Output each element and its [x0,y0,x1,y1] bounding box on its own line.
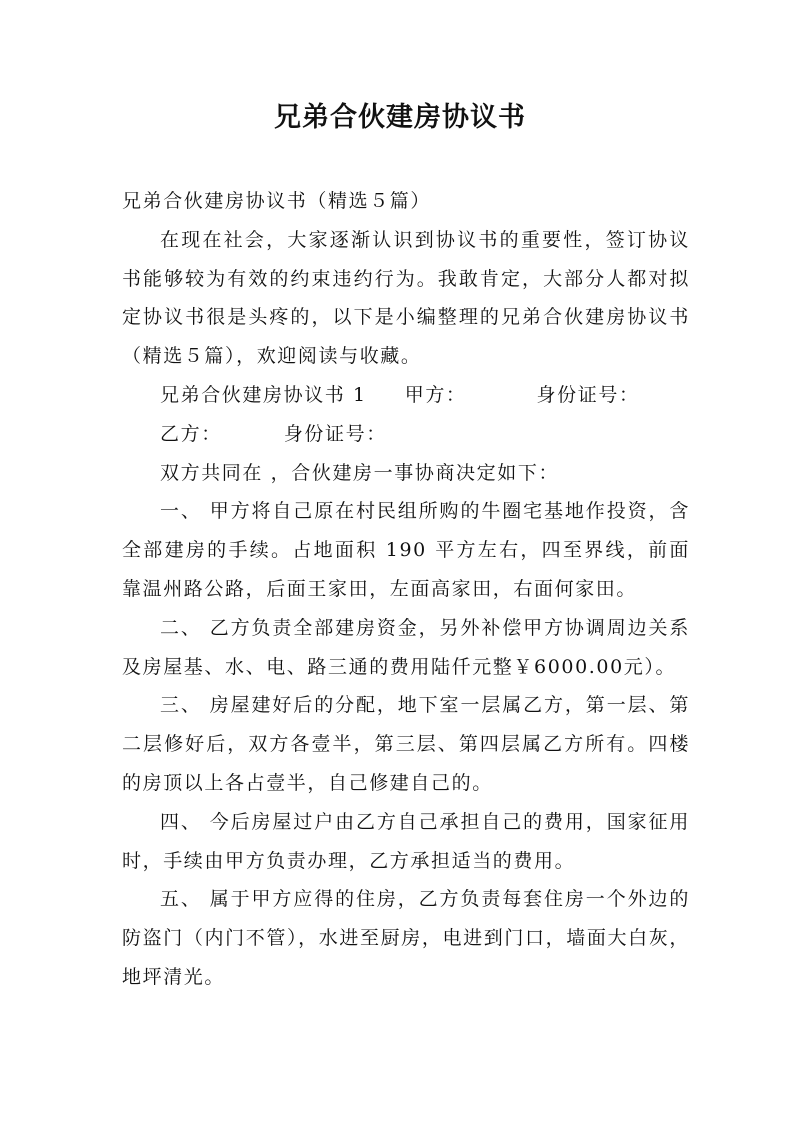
clause-3: 三、 房屋建好后的分配，地下室一层属乙方，第一层、第二层修好后，双方各壹半，第三层、第四层属乙方所有。四楼的房顶以上各占壹半，自己修建自己的。 [122,694,690,794]
agreement-heading: 兄弟合伙建房协议书 1 [160,383,367,406]
document-title: 兄弟合伙建房协议书 [274,102,526,133]
clause-1: 一、 甲方将自己原在村民组所购的牛圈宅基地作投资，含全部建房的手续。占地面积 190 平方左右，四至界线，前面靠温州路公路，后面王家田，左面高家田，右面何家田。 [122,500,690,600]
agreement-heading-row [122,376,690,415]
party-b-label: 乙方： [160,422,222,445]
intro-paragraph: 在现在社会，大家逐渐认识到协议书的重要性，签订协议书能够较为有效的约束违约行为。我敢肯定，大部分人都对拟定协议书很是头疼的，以下是小编整理的兄弟合伙建房协议书（精选５篇），欢迎阅读与收藏。 [122,228,690,368]
clause-5: 五、 属于甲方应得的住房，乙方负责每套住房一个外边的防盗门（内门不管），水进至厨房，电进到门口，墙面大白灰，地坪清光。 [122,888,690,988]
clause-4: 四、 今后房屋过户由乙方自己承担自己的费用，国家征用时，手续由甲方负责办理，乙方承担适当的费用。 [122,810,690,872]
party-a-label: 甲方： [404,383,467,406]
preamble-paragraph: 双方共同在 ，合伙建房一事协商决定如下： [160,461,560,484]
document-body [122,182,690,997]
party-a-id-label: 身份证号： [536,383,640,406]
party-b-row [122,415,690,454]
clause-2: 二、 乙方负责全部建房资金，另外补偿甲方协调周边关系及房屋基、水、电、路三通的费用陆仟元整￥6000.00元）。 [122,616,690,678]
document-subtitle: 兄弟合伙建房协议书（精选５篇） [122,190,432,212]
party-b-id-label: 身份证号： [283,422,387,445]
